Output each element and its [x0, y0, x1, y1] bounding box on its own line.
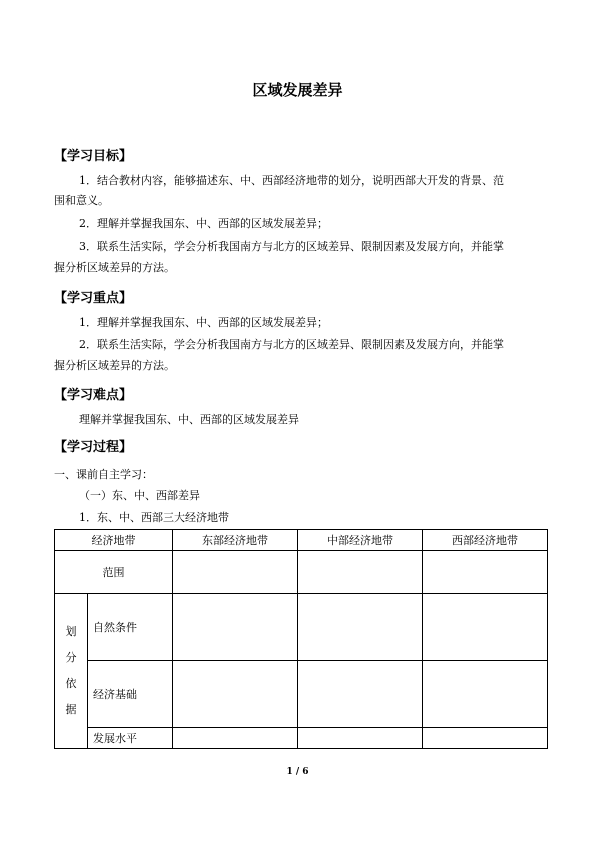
- difficult-heading: 【学习难点】: [54, 388, 133, 403]
- natural-east-cell[interactable]: [173, 594, 298, 661]
- scope-central-cell[interactable]: [298, 551, 423, 594]
- goal-line-5: 握分析区域差异的方法。: [54, 261, 175, 274]
- economic-east-cell[interactable]: [173, 661, 298, 728]
- process-line-2: （一）东、中、西部差异: [79, 489, 200, 502]
- development-central-cell[interactable]: [298, 728, 423, 749]
- natural-central-cell[interactable]: [298, 594, 423, 661]
- key-heading: 【学习重点】: [54, 291, 133, 306]
- table-row-development: [55, 728, 548, 749]
- basis-char-4: 据: [65, 703, 77, 716]
- key-line-2: 2．联系生活实际，学会分析我国南方与北方的区域差异、限制因素及发展方向，并能掌: [79, 338, 504, 351]
- natural-west-cell[interactable]: [423, 594, 548, 661]
- basis-char-1: 划: [65, 625, 77, 638]
- difficult-line-1: 理解并掌握我国东、中、西部的区域发展差异: [79, 413, 299, 426]
- scope-east-cell[interactable]: [173, 551, 298, 594]
- basis-char-2: 分: [65, 651, 77, 664]
- process-line-3: 1．东、中、西部三大经济地带: [79, 511, 229, 524]
- page-number: 1 / 6: [286, 767, 309, 777]
- basis-char-3: 依: [65, 677, 77, 690]
- header-zone: 经济地带: [55, 530, 173, 551]
- scope-label: 范围: [55, 551, 173, 594]
- header-east: 东部经济地带: [173, 530, 298, 551]
- goals-heading: 【学习目标】: [54, 149, 133, 164]
- economic-base-label: 经济基础: [88, 661, 173, 728]
- header-west: 西部经济地带: [423, 530, 548, 551]
- development-west-cell[interactable]: [423, 728, 548, 749]
- key-line-1: 1．理解并掌握我国东、中、西部的区域发展差异；: [79, 316, 328, 329]
- development-level-label: 发展水平: [88, 728, 173, 749]
- goal-line-2: 围和意义。: [54, 194, 109, 207]
- natural-conditions-label: 自然条件: [88, 594, 173, 661]
- header-central: 中部经济地带: [298, 530, 423, 551]
- table-header-row: [55, 530, 548, 551]
- process-line-1: 一、课前自主学习：: [54, 468, 153, 481]
- key-line-3: 握分析区域差异的方法。: [54, 359, 175, 372]
- basis-label: [55, 594, 88, 749]
- scope-west-cell[interactable]: [423, 551, 548, 594]
- page-title: 区域发展差异: [252, 81, 343, 99]
- economic-central-cell[interactable]: [298, 661, 423, 728]
- goal-line-3: 2．理解并掌握我国东、中、西部的区域发展差异；: [79, 217, 328, 230]
- development-east-cell[interactable]: [173, 728, 298, 749]
- goal-line-1: 1．结合教材内容，能够描述东、中、西部经济地带的划分，说明西部大开发的背景、范: [79, 174, 504, 187]
- goal-line-4: 3．联系生活实际，学会分析我国南方与北方的区域差异、限制因素及发展方向，并能掌: [79, 240, 504, 253]
- economic-zones-table: [54, 529, 548, 749]
- table-row-economic: [55, 661, 548, 728]
- process-heading: 【学习过程】: [54, 440, 133, 455]
- table-row-natural: [55, 594, 548, 661]
- table-row-scope: [55, 551, 548, 594]
- economic-west-cell[interactable]: [423, 661, 548, 728]
